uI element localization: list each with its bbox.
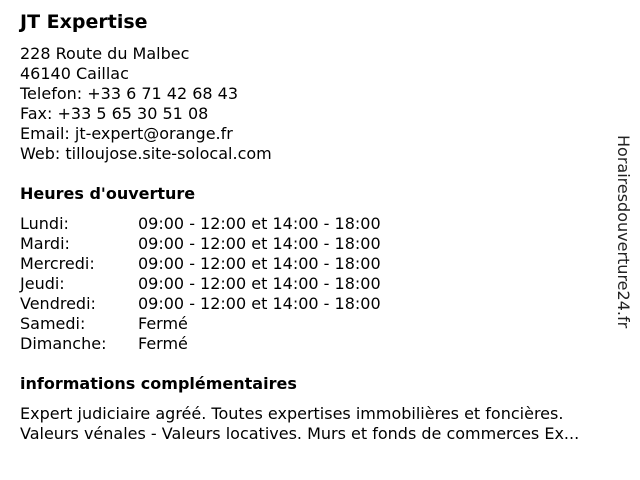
hours-value: Fermé [138,334,188,353]
hours-value: Fermé [138,314,188,333]
hours-value: 09:00 - 12:00 et 14:00 - 18:00 [138,214,381,233]
opening-hours-heading: Heures d'ouverture [20,184,196,203]
hours-row-saturday [20,314,620,334]
day-label: Dimanche: [20,334,107,353]
contact-block [20,44,620,164]
hours-row-tuesday [20,234,620,254]
email-address: Email: jt-expert@orange.fr [20,124,233,143]
hours-row-monday [20,214,620,234]
hours-value: 09:00 - 12:00 et 14:00 - 18:00 [138,294,381,313]
hours-row-thursday [20,274,620,294]
day-label: Mardi: [20,234,70,253]
additional-info-heading: informations complémentaires [20,374,297,393]
watermark-text: Horairesdouverture24.fr [614,135,633,329]
day-label: Vendredi: [20,294,96,313]
additional-info-text [20,404,620,444]
day-label: Lundi: [20,214,69,233]
day-label: Samedi: [20,314,86,333]
phone-number: Telefon: +33 6 71 42 68 43 [20,84,239,103]
info-line: Expert judiciaire agréé. Toutes expertises immobilières et foncières. [20,404,564,423]
business-name: JT Expertise [20,11,148,33]
business-card [20,10,620,444]
hours-value: 09:00 - 12:00 et 14:00 - 18:00 [138,274,381,293]
hours-value: 09:00 - 12:00 et 14:00 - 18:00 [138,234,381,253]
hours-row-friday [20,294,620,314]
day-label: Mercredi: [20,254,95,273]
hours-value: 09:00 - 12:00 et 14:00 - 18:00 [138,254,381,273]
website: Web: tilloujose.site-solocal.com [20,144,272,163]
site-watermark [612,135,634,370]
city-postal: 46140 Caillac [20,64,129,83]
street-address: 228 Route du Malbec [20,44,190,63]
day-label: Jeudi: [20,274,65,293]
info-line: Valeurs vénales - Valeurs locatives. Murs et fonds de commerces Ex... [20,424,580,443]
fax-number: Fax: +33 5 65 30 51 08 [20,104,209,123]
hours-row-wednesday [20,254,620,274]
opening-hours-table [20,214,620,354]
hours-row-sunday [20,334,620,354]
